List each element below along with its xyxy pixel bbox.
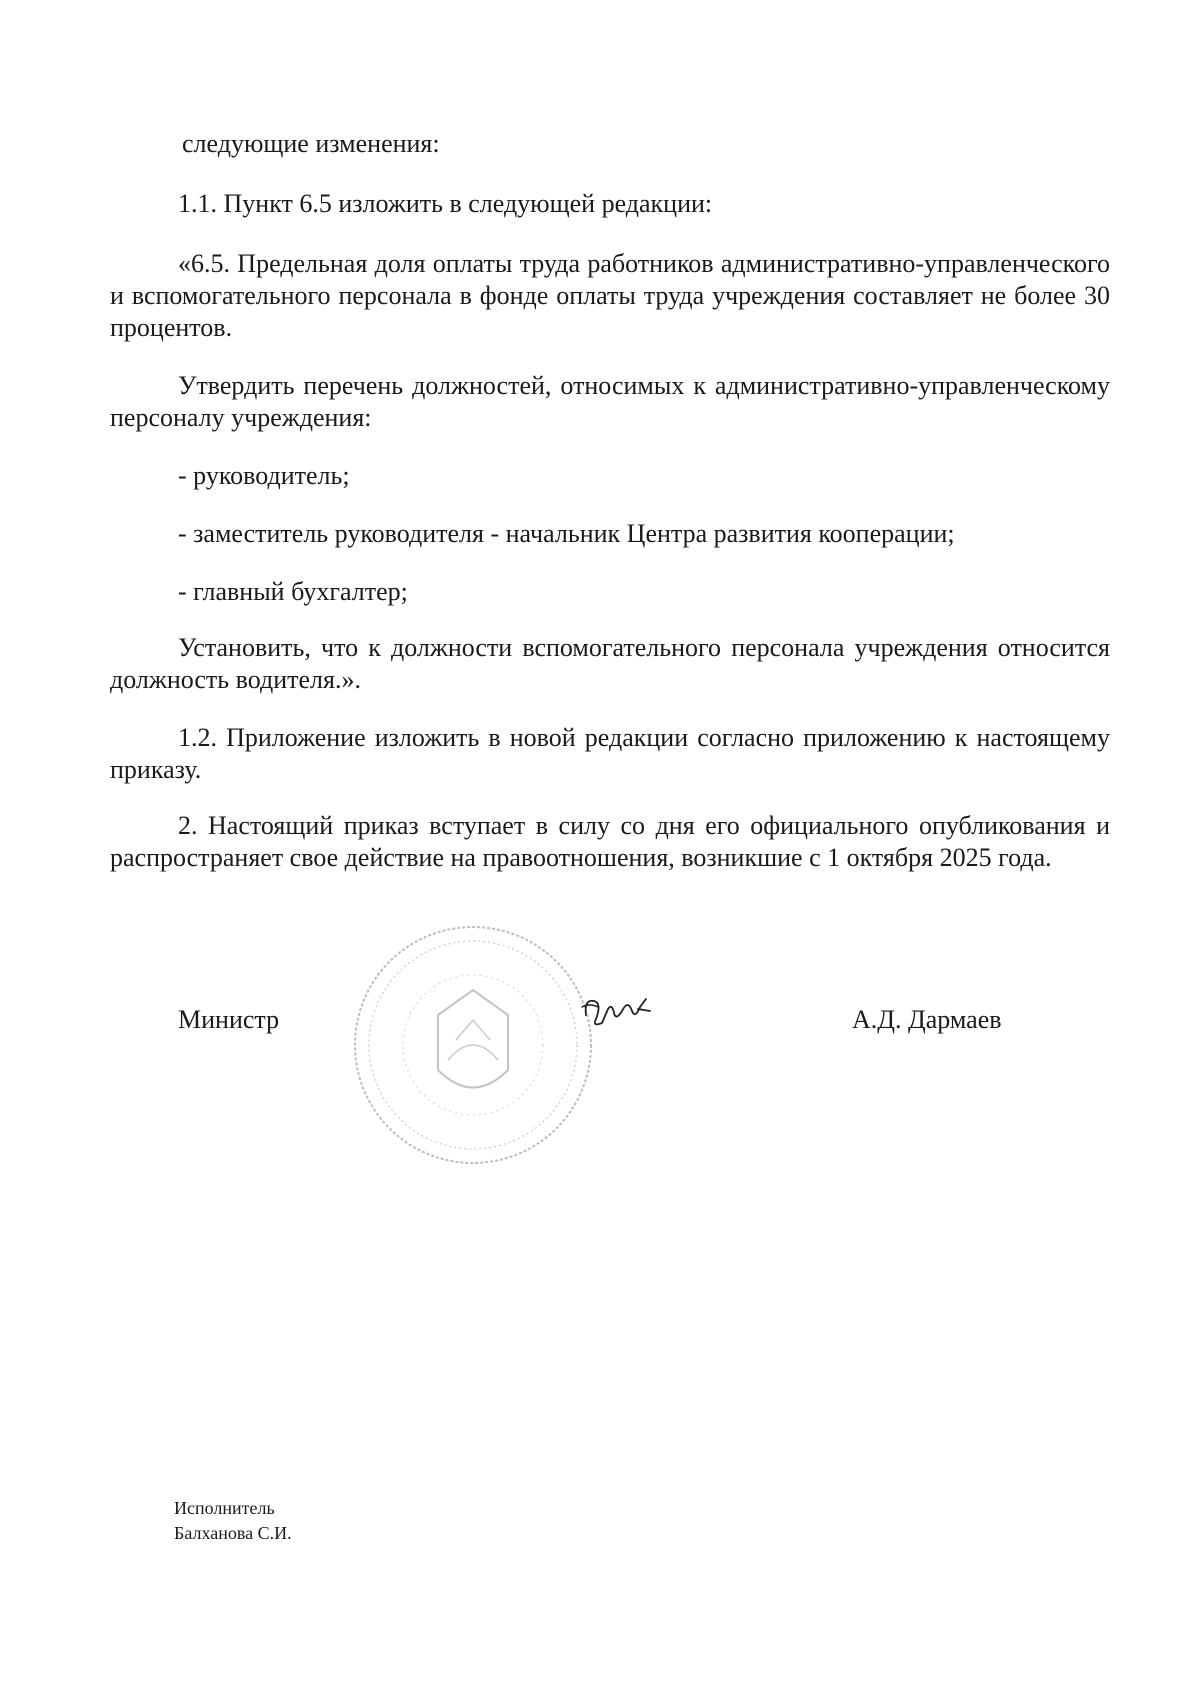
executor-block xyxy=(174,1496,292,1546)
clause-2: 2. Настоящий приказ вступает в силу со дня его официального опубликования и распространяет свое действие на правоотношения, возникшие с 1 октября 2025 года. xyxy=(110,811,1110,872)
position-list-item: - руководитель; xyxy=(178,461,350,490)
official-seal xyxy=(348,920,598,1170)
signatory-title: Министр xyxy=(178,1005,280,1034)
intro-text: следующие изменения: xyxy=(182,129,440,158)
position-list-item: - заместитель руководителя - начальник Центра развития кооперации; xyxy=(178,519,955,548)
approve-positions-text: Утвердить перечень должностей, относимых к административно-управленческому персоналу учреждения: xyxy=(110,371,1110,432)
position-list-item: - главный бухгалтер; xyxy=(178,577,408,606)
executor-name: Балханова С.И. xyxy=(174,1523,292,1543)
clause-6-5-text: «6.5. Предельная доля оплаты труда работников административно-управленческого и вспомогательного персонала в фонде оплаты труда учреждения составляет не более 30 процентов. xyxy=(110,249,1110,342)
clause-1-1: 1.1. Пункт 6.5 изложить в следующей редакции: xyxy=(178,189,713,218)
signatory-name: А.Д. Дармаев xyxy=(852,1005,1002,1034)
clause-1-2: 1.2. Приложение изложить в новой редакции согласно приложению к настоящему приказу. xyxy=(110,723,1110,784)
handwritten-signature xyxy=(580,985,660,1035)
executor-label: Исполнитель xyxy=(174,1498,275,1518)
support-staff-text: Установить, что к должности вспомогательного персонала учреждения относится должность водителя.». xyxy=(110,633,1110,694)
